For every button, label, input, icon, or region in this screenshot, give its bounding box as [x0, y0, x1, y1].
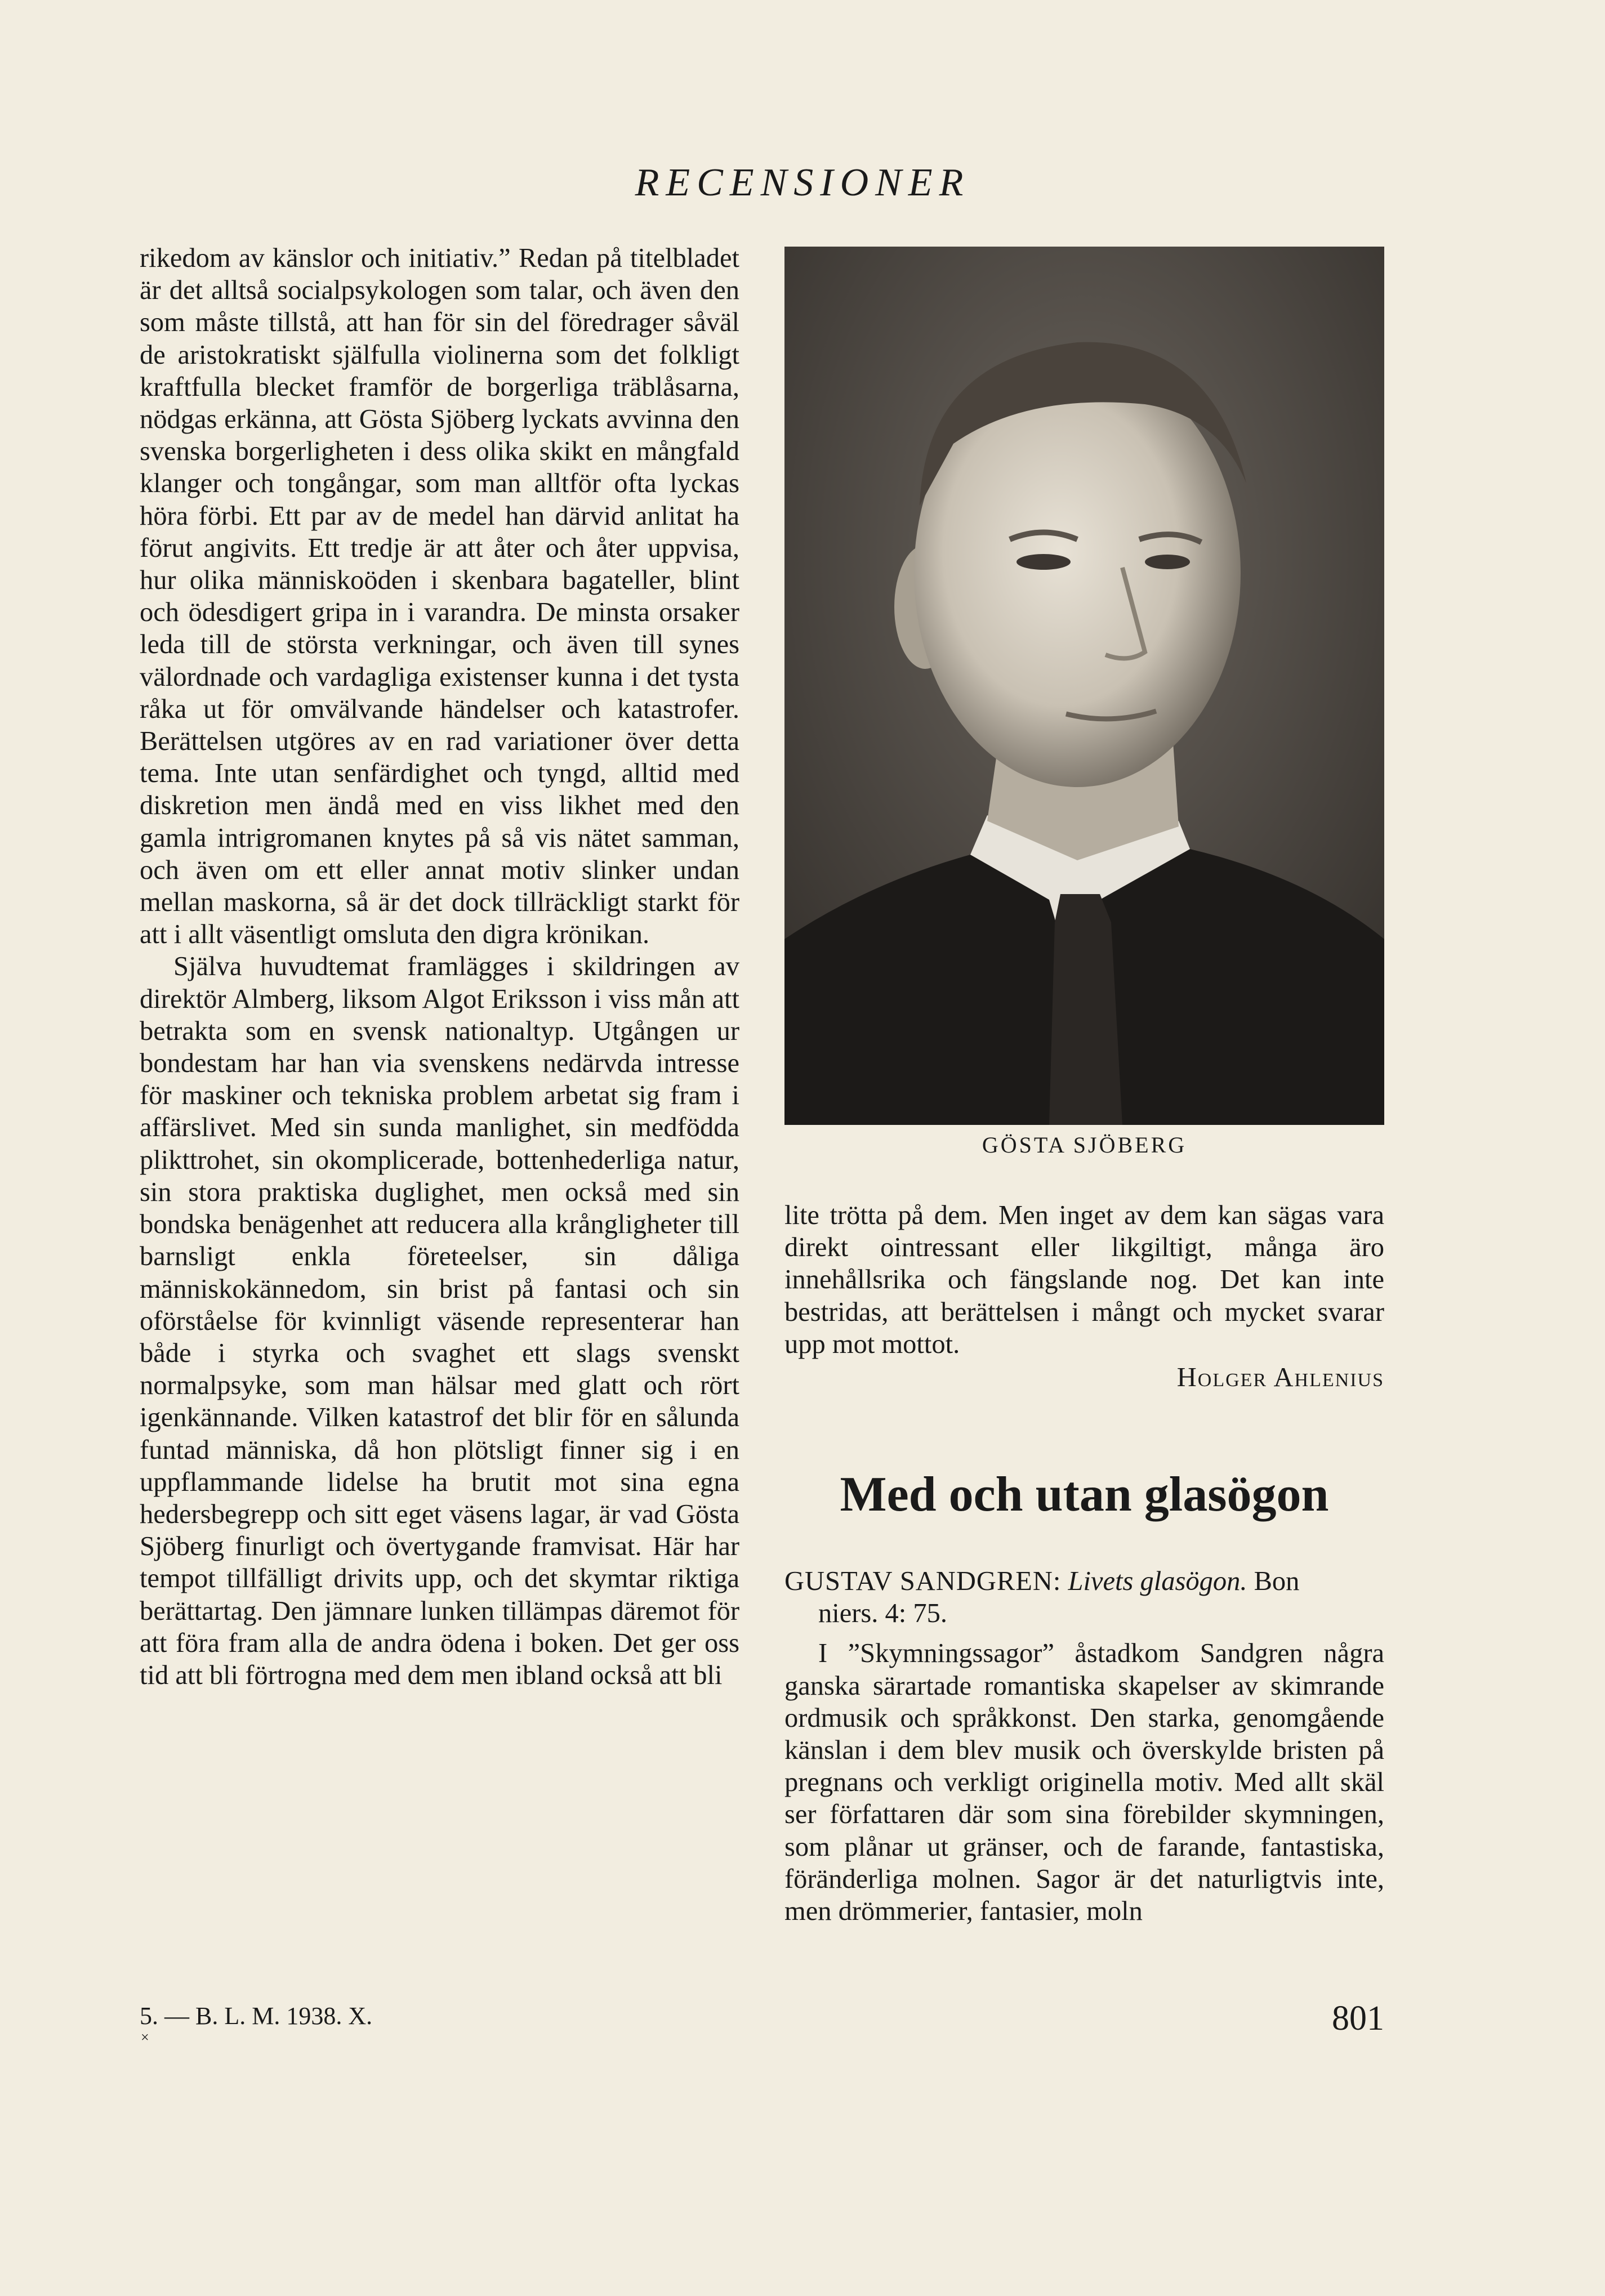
byline-book-title: Livets glasögon.	[1068, 1566, 1247, 1596]
portrait-image	[784, 247, 1384, 1125]
left-paragraph-1: rikedom av känslor och initiativ.” Redan på titelbladet är det alltså socialpsykologen som talar, och även den som måste tillstå, att han för sin del föredrager såväl de aristokratiskt själfulla violinerna som det folkligt kraftfulla blecket framför de borgerliga träblåsarna, nödgas erkänna, att Gösta Sjöberg lyckats avvinna den svenska borgerligheten i dess olika skikt en mångfald klanger och tongångar, som man alltför ofta lyckas höra förbi. Ett par av de medel han därvid anlitat ha förut angivits. Ett tredje är att åter och åter uppvisa, hur olika människoöden i skenbara bagateller, blint och ödesdigert gripa in i varandra. De minsta orsaker leda till de största verkningar, och även till synes välordnade och vardagliga existenser kunna i det tysta råka ut för omvälvande händelser och katastrofer. Berättelsen utgöres av en rad variationer över detta tema. Inte utan senfärdighet och tyngd, alltid med diskretion men ändå med en viss likhet med den gamla intrigromanen knytes på så vis nätet samman, och även om ett eller annat motiv slinker undan mellan maskorna, så är det dock tillräckligt starkt för att i allt väsentligt omsluta den digra krönikan.	[140, 243, 739, 950]
reviewer-signature: Holger Ahlenius	[1176, 1363, 1384, 1393]
byline-author: GUSTAV SANDGREN:	[784, 1566, 1062, 1596]
new-review	[784, 1565, 1384, 1927]
byline-publisher: Bon	[1254, 1566, 1300, 1596]
signature-mark-text: 5. — B. L. M. 1938. X.	[140, 2002, 373, 2030]
new-review-text: I ”Skymningssagor” åstadkom Sandgren några ganska särartade romantiska skapelser av skimrande ordmusik och språkkonst. Den starka, genomgående känslan i dem blev musik och överskylde bristen på pregnans och verkligt originella motiv. Med allt skäl ser författaren där som sina förebilder skymningen, som plånar ut gränser, och de farande, fantastiska, föränderliga molnen. Sagor är det naturligtvis inte, men drömmerier, fantasier, moln	[784, 1638, 1384, 1927]
byline-publisher-line: niers. 4: 75.	[818, 1598, 948, 1629]
left-column	[140, 242, 739, 1691]
printer-signature-mark	[140, 2002, 372, 2045]
book-byline	[784, 1565, 1384, 1597]
article-title: Med och utan glasögon	[840, 1467, 1329, 1522]
page-number: 801	[1332, 1999, 1384, 2038]
star-mark: ×	[141, 2029, 149, 2045]
review-ending	[784, 1199, 1384, 1393]
review-ending-text: lite trötta på dem. Men inget av dem kan sägas vara direkt ointressant eller likgiltigt, många äro innehållsrika och fängslande nog. Det kan inte bestridas, att berättelsen i mångt och mycket svarar upp mot mottot.	[784, 1200, 1384, 1359]
photo-caption: GÖSTA SJÖBERG	[982, 1132, 1187, 1158]
left-paragraph-2: Själva huvudtemat framlägges i skildringen av direktör Almberg, liksom Algot Eriksson i viss mån att betrakta som en svensk nationaltyp. Utgången ur bondestam har han via svenskens nedärvda intresse för maskiner och tekniska problem arbetat sig fram i affärslivet. Med sin sunda manlighet, sin medfödda plikttrohet, sin okomplicerade, bottenhederliga natur, sin stora praktiska duglighet, men också med sin bondska benägenhet att reducera alla krångligheter till barnsligt enkla företeelser, sin dåliga människokännedom, sin brist på fantasi och sin oförståelse för kvinnligt väsende representerar han både i styrka och svaghet ett slags svenskt normalpsyke, som man hälsar med glatt och rört igenkännande. Vilken katastrof det blir för en sålunda funtad människa, då hon plötsligt finner sig i en uppflammande lidelse ha brutit mot sina egna hedersbegrepp och sitt eget väsens lagar, är vad Gösta Sjöberg finurligt och övertygande framvisat. Här har tempot tillfälligt drivits upp, och det skymtar riktiga berättartag. Den jämnare lunken tillämpas däremot för att föra fram alla de andra ödena i boken. Det ger oss tid att bli förtrogna med dem men ibland också att bli	[140, 952, 739, 1690]
running-head: RECENSIONER	[635, 161, 970, 204]
author-portrait-photo	[784, 247, 1384, 1125]
